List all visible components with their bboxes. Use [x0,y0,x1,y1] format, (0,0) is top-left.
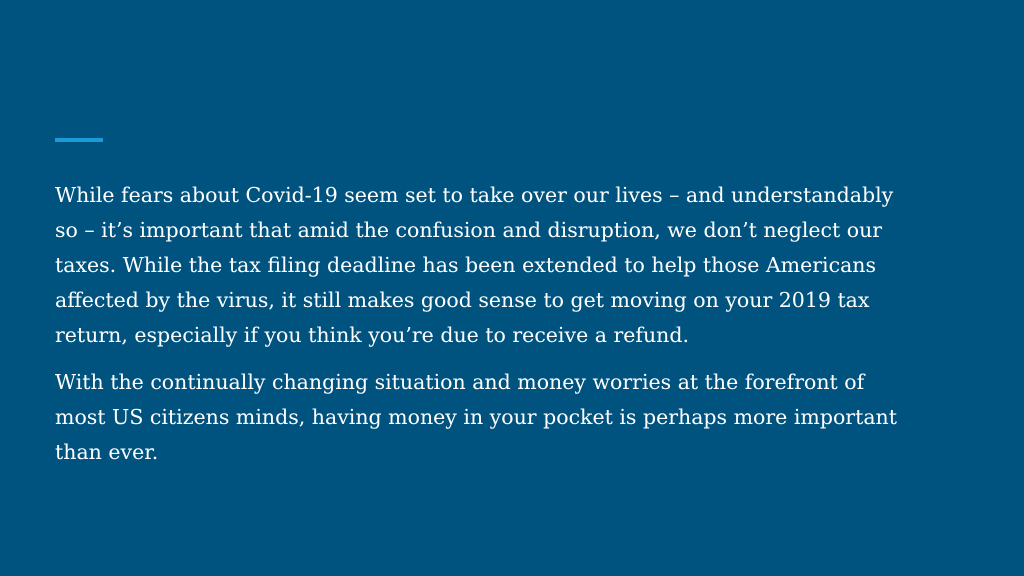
paragraph-line: affected by the virus, it still makes good sense to get moving on your 2019 tax [55,288,870,312]
paragraph-2 [55,365,985,470]
paragraph-line: so – it’s important that amid the confusion and disruption, we don’t neglect our [55,218,883,242]
paragraph-line: taxes. While the tax filing deadline has been extended to help those Americans [55,253,877,277]
paragraph-line: With the continually changing situation and money worries at the forefront of [55,370,865,394]
paragraph-1 [55,178,985,353]
paragraph-line: than ever. [55,440,159,464]
paragraph-line: While fears about Covid-19 seem set to take over our lives – and understandably [55,183,894,207]
accent-rule [55,138,103,142]
slide-body [55,178,985,482]
paragraph-line: return, especially if you think you’re due to receive a refund. [55,323,690,347]
paragraph-line: most US citizens minds, having money in your pocket is perhaps more important [55,405,897,429]
